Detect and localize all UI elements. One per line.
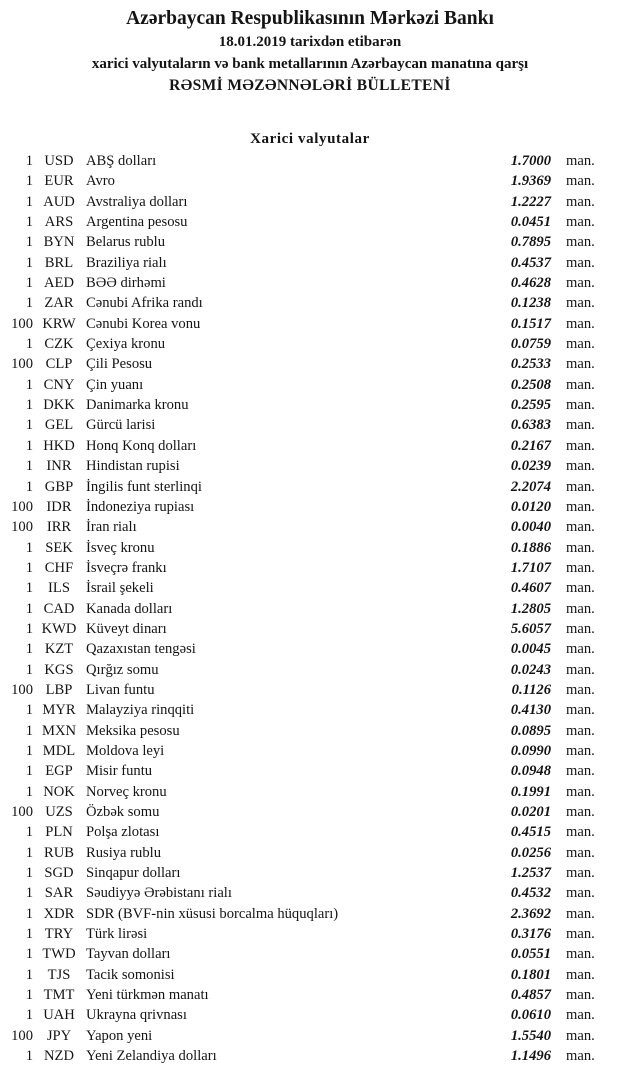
table-row	[0, 477, 620, 497]
unit-label: man.	[566, 458, 595, 475]
table-row	[0, 436, 620, 456]
table-row	[0, 375, 620, 395]
date-line: 18.01.2019 tarixdən etibarən	[218, 34, 402, 50]
rate-value: 0.4628	[510, 275, 551, 292]
unit-label: man.	[566, 865, 595, 882]
currency-name: Qazaxıstan tengəsi	[86, 641, 196, 658]
table-row	[0, 1026, 620, 1046]
rate-quantity: 100	[11, 356, 33, 373]
currency-code: KWD	[41, 620, 77, 637]
currency-name: Kanada dolları	[86, 600, 173, 617]
table-row	[0, 558, 620, 578]
currency-name: Polşa zlotası	[86, 824, 160, 841]
currency-name: İsveçrə frankı	[86, 559, 167, 576]
currency-code: JPY	[46, 1027, 72, 1044]
currency-code: ARS	[44, 214, 74, 231]
rate-quantity: 100	[11, 1027, 33, 1044]
rate-value: 0.0040	[510, 519, 551, 536]
rate-value: 0.0451	[510, 214, 551, 231]
unit-label: man.	[566, 885, 595, 902]
unit-label: man.	[566, 478, 595, 495]
currency-name: İsveç kronu	[86, 539, 155, 556]
rate-quantity: 1	[25, 1048, 33, 1065]
currency-code: XDR	[43, 905, 75, 922]
currency-name: Sinqapur dolları	[86, 865, 181, 882]
unit-label: man.	[566, 620, 595, 637]
unit-label: man.	[566, 661, 595, 678]
table-row	[0, 965, 620, 985]
currency-name: Qırğız somu	[86, 661, 159, 678]
rate-quantity: 1	[25, 214, 33, 231]
table-row	[0, 192, 620, 212]
currency-name: BƏƏ dirhəmi	[86, 275, 166, 292]
rate-quantity: 1	[25, 275, 33, 292]
rate-value: 0.0610	[510, 1007, 551, 1024]
currency-code: DKK	[43, 397, 75, 414]
currency-name: Tacik somonisi	[86, 966, 175, 983]
rate-quantity: 1	[25, 905, 33, 922]
table-row	[0, 314, 620, 334]
unit-label: man.	[566, 824, 595, 841]
rate-quantity: 1	[25, 783, 33, 800]
table-row	[0, 517, 620, 537]
rate-quantity: 1	[25, 987, 33, 1004]
unit-label: man.	[566, 681, 595, 698]
currency-name: Cənubi Korea vonu	[86, 315, 201, 332]
bulletin-header	[0, 0, 620, 97]
rate-value: 0.0256	[510, 844, 551, 861]
rate-value: 0.1517	[510, 315, 551, 332]
rate-quantity: 1	[25, 234, 33, 251]
unit-label: man.	[566, 702, 595, 719]
currency-name: Gürcü larisi	[86, 417, 156, 434]
currency-name: Belarus rublu	[86, 234, 166, 251]
currency-name: Moldova leyi	[86, 742, 165, 759]
currency-code: GEL	[44, 417, 74, 434]
table-row	[0, 741, 620, 761]
rate-quantity: 100	[11, 519, 33, 536]
rate-value: 0.1238	[510, 295, 551, 312]
unit-label: man.	[566, 600, 595, 617]
currency-name: İngilis funt sterlinqi	[86, 478, 202, 495]
currency-code: EGP	[45, 763, 73, 780]
rate-quantity: 1	[25, 173, 33, 190]
rate-quantity: 1	[25, 397, 33, 414]
table-row	[0, 538, 620, 558]
currency-code: KRW	[42, 315, 76, 332]
currency-code: PLN	[45, 824, 73, 841]
currency-name: Norveç kronu	[86, 783, 167, 800]
currency-name: Malayziya rinqqiti	[86, 702, 195, 719]
rate-quantity: 1	[25, 437, 33, 454]
currency-code: CLP	[45, 356, 73, 373]
currency-code: AED	[44, 275, 74, 292]
rate-value: 0.1801	[510, 966, 551, 983]
rate-quantity: 1	[25, 153, 33, 169]
unit-label: man.	[566, 193, 595, 210]
table-row	[0, 232, 620, 252]
table-row	[0, 619, 620, 639]
unit-label: man.	[566, 356, 595, 373]
rate-quantity: 1	[25, 376, 33, 393]
table-row	[0, 354, 620, 374]
table-row	[0, 293, 620, 313]
currency-code: HKD	[43, 437, 75, 454]
rate-quantity: 1	[25, 865, 33, 882]
table-row	[0, 782, 620, 802]
rate-value: 2.2074	[510, 478, 551, 495]
rate-value: 0.3176	[510, 926, 551, 943]
currency-name: İran rialı	[86, 519, 137, 536]
table-row	[0, 863, 620, 883]
table-row	[0, 1046, 620, 1066]
table-row	[0, 924, 620, 944]
rate-quantity: 1	[25, 641, 33, 658]
rate-quantity: 1	[25, 600, 33, 617]
rate-quantity: 1	[25, 458, 33, 475]
rate-value: 5.6057	[510, 620, 551, 637]
currency-code: SGD	[44, 865, 74, 882]
unit-label: man.	[566, 966, 595, 983]
table-row	[0, 151, 620, 171]
currency-code: EUR	[44, 173, 74, 190]
unit-label: man.	[566, 315, 595, 332]
rate-quantity: 1	[25, 193, 33, 210]
rate-value: 0.4532	[510, 885, 551, 902]
rate-value: 0.0243	[510, 661, 551, 678]
rate-value: 0.0990	[510, 742, 551, 759]
rate-value: 0.0239	[510, 458, 551, 475]
currency-code: KGS	[44, 661, 74, 678]
unit-label: man.	[566, 539, 595, 556]
currency-name: Çin yuanı	[86, 376, 144, 393]
table-row	[0, 273, 620, 293]
subtitle-line: xarici valyutaların və bank metallarının Azərbaycan manatına qarşı	[91, 56, 529, 72]
currency-code: ILS	[48, 580, 70, 597]
currency-name: Türk lirəsi	[86, 926, 148, 943]
rate-value: 1.2805	[510, 600, 551, 617]
currency-code: RUB	[43, 844, 74, 861]
currency-code: USD	[44, 153, 74, 169]
table-row	[0, 660, 620, 680]
currency-name: Səudiyyə Ərəbistanı rialı	[86, 885, 232, 902]
rate-value: 1.5540	[510, 1027, 551, 1044]
rate-quantity: 1	[25, 946, 33, 963]
table-row	[0, 822, 620, 842]
currency-name: Rusiya rublu	[86, 844, 161, 861]
table-row	[0, 599, 620, 619]
rate-value: 2.3692	[510, 905, 551, 922]
rate-quantity: 100	[11, 498, 33, 515]
rate-quantity: 1	[25, 885, 33, 902]
currency-name: Yeni türkmən manatı	[86, 987, 209, 1004]
rate-value: 0.0201	[510, 804, 551, 820]
table-row	[0, 171, 620, 191]
rate-value: 0.1126	[511, 681, 551, 698]
currency-name: Danimarka kronu	[86, 397, 189, 414]
rate-quantity: 100	[11, 315, 33, 332]
rate-value: 0.4537	[510, 254, 551, 271]
table-row	[0, 985, 620, 1005]
unit-label: man.	[566, 376, 595, 393]
unit-label: man.	[566, 417, 595, 434]
currency-name: Argentina pesosu	[86, 214, 188, 231]
unit-label: man.	[566, 946, 595, 963]
currency-code: TWD	[42, 946, 76, 963]
rate-value: 0.4515	[510, 824, 551, 841]
currency-code: KZT	[44, 641, 74, 658]
currency-code: CHF	[44, 559, 74, 576]
rate-quantity: 1	[25, 580, 33, 597]
currency-name: Hindistan rupisi	[86, 458, 180, 475]
rate-value: 1.2537	[510, 865, 551, 882]
currency-code: ZAR	[44, 295, 74, 312]
rate-value: 0.2167	[510, 437, 551, 454]
table-row	[0, 395, 620, 415]
table-row	[0, 721, 620, 741]
currency-name: Cənubi Afrika randı	[86, 295, 203, 312]
currency-code: TJS	[47, 966, 71, 983]
table-row	[0, 334, 620, 354]
rate-value: 0.2508	[510, 376, 551, 393]
rate-value: 1.2227	[510, 193, 551, 210]
currency-code: UAH	[43, 1007, 75, 1024]
rate-quantity: 1	[25, 661, 33, 678]
currency-name: Çexiya kronu	[86, 336, 166, 353]
unit-label: man.	[566, 783, 595, 800]
unit-label: man.	[566, 804, 595, 820]
currency-name: Livan funtu	[86, 681, 155, 698]
currency-code: CNY	[43, 376, 75, 393]
currency-name: Honq Konq dolları	[86, 437, 197, 454]
section-title: Xarici valyutalar	[250, 131, 370, 147]
currency-name: Yapon yeni	[86, 1027, 153, 1044]
rate-value: 0.1886	[510, 539, 551, 556]
rate-value: 0.0120	[510, 498, 551, 515]
rate-value: 1.1496	[510, 1048, 551, 1065]
currency-name: Yeni Zelandiya dolları	[86, 1048, 217, 1065]
rate-quantity: 1	[25, 742, 33, 759]
rate-value: 0.0551	[510, 946, 551, 963]
table-row	[0, 761, 620, 781]
unit-label: man.	[566, 763, 595, 780]
currency-code: CAD	[43, 600, 75, 617]
unit-label: man.	[566, 275, 595, 292]
table-row	[0, 253, 620, 273]
currency-code: LBP	[45, 681, 73, 698]
currency-name: Braziliya rialı	[86, 254, 167, 271]
rate-value: 0.0045	[510, 641, 551, 658]
rate-quantity: 1	[25, 1007, 33, 1024]
currency-code: UZS	[45, 804, 73, 820]
table-row	[0, 497, 620, 517]
unit-label: man.	[566, 214, 595, 231]
rate-quantity: 1	[25, 417, 33, 434]
unit-label: man.	[566, 254, 595, 271]
table-row	[0, 883, 620, 903]
rate-quantity: 1	[25, 539, 33, 556]
rate-quantity: 1	[25, 478, 33, 495]
rate-value: 0.0948	[510, 763, 551, 780]
currency-code: IDR	[46, 498, 72, 515]
unit-label: man.	[566, 295, 595, 312]
bulletin-title: RƏSMİ MƏZƏNNƏLƏRİ BÜLLETENİ	[169, 77, 451, 94]
currency-code: MYR	[42, 702, 76, 719]
unit-label: man.	[566, 1007, 595, 1024]
rate-quantity: 1	[25, 763, 33, 780]
rate-quantity: 1	[25, 336, 33, 353]
table-row	[0, 456, 620, 476]
unit-label: man.	[566, 437, 595, 454]
rate-value: 0.1991	[510, 783, 551, 800]
rate-value: 0.4607	[510, 580, 551, 597]
currency-name: Küveyt dinarı	[86, 620, 167, 637]
currency-code: SAR	[44, 885, 74, 902]
table-row	[0, 578, 620, 598]
unit-label: man.	[566, 173, 595, 190]
currency-code: INR	[46, 458, 72, 475]
currency-name: Meksika pesosu	[86, 722, 180, 739]
rate-value: 0.0895	[510, 722, 551, 739]
table-row	[0, 639, 620, 659]
currency-name: Avstraliya dolları	[86, 193, 188, 210]
currency-name: ABŞ dolları	[86, 153, 157, 169]
table-row	[0, 802, 620, 822]
currency-code: TMT	[43, 987, 75, 1004]
currency-name: Özbək somu	[86, 804, 160, 820]
rates-table	[0, 151, 620, 1066]
unit-label: man.	[566, 234, 595, 251]
currency-code: GBP	[44, 478, 74, 495]
rate-quantity: 1	[25, 702, 33, 719]
currency-name: Misir funtu	[86, 763, 153, 780]
currency-code: SEK	[45, 539, 73, 556]
table-row	[0, 212, 620, 232]
currency-code: NZD	[44, 1048, 74, 1065]
table-row	[0, 944, 620, 964]
rate-value: 0.2533	[510, 356, 551, 373]
unit-label: man.	[566, 742, 595, 759]
unit-label: man.	[566, 926, 595, 943]
currency-code: AUD	[43, 193, 75, 210]
unit-label: man.	[566, 1027, 595, 1044]
currency-code: NOK	[43, 783, 75, 800]
unit-label: man.	[566, 336, 595, 353]
unit-label: man.	[566, 844, 595, 861]
currency-code: BYN	[43, 234, 75, 251]
rate-value: 0.4130	[510, 702, 551, 719]
unit-label: man.	[566, 722, 595, 739]
rate-quantity: 1	[25, 254, 33, 271]
currency-name: Tayvan dolları	[86, 946, 171, 963]
currency-name: İndoneziya rupiası	[86, 498, 195, 515]
unit-label: man.	[566, 559, 595, 576]
currency-code: TRY	[44, 926, 74, 943]
table-row	[0, 700, 620, 720]
currency-code: MXN	[41, 722, 77, 739]
currency-code: CZK	[44, 336, 74, 353]
currency-code: MDL	[42, 742, 76, 759]
rate-value: 1.7000	[510, 153, 551, 169]
currency-name: Ukrayna qrivnası	[86, 1007, 187, 1024]
unit-label: man.	[566, 1048, 595, 1065]
rate-quantity: 100	[11, 681, 33, 698]
unit-label: man.	[566, 641, 595, 658]
rate-value: 0.2595	[510, 397, 551, 414]
rate-quantity: 1	[25, 926, 33, 943]
unit-label: man.	[566, 397, 595, 414]
rate-value: 0.7895	[510, 234, 551, 251]
rate-quantity: 1	[25, 295, 33, 312]
unit-label: man.	[566, 153, 595, 169]
rate-quantity: 1	[25, 620, 33, 637]
rate-value: 0.0759	[510, 336, 551, 353]
currency-name: SDR (BVF-nin xüsusi borcalma hüquqları)	[86, 905, 339, 922]
rate-value: 0.4857	[510, 987, 551, 1004]
unit-label: man.	[566, 905, 595, 922]
rate-quantity: 1	[25, 844, 33, 861]
rate-value: 1.7107	[510, 559, 551, 576]
currency-name: İsrail şekeli	[86, 580, 154, 597]
table-row	[0, 680, 620, 700]
rate-value: 1.9369	[510, 173, 551, 190]
table-row	[0, 415, 620, 435]
unit-label: man.	[566, 519, 595, 536]
bank-title: Azərbaycan Respublikasının Mərkəzi Bankı	[126, 8, 494, 29]
unit-label: man.	[566, 987, 595, 1004]
rate-quantity: 1	[25, 966, 33, 983]
table-row	[0, 843, 620, 863]
rate-value: 0.6383	[510, 417, 551, 434]
rate-quantity: 1	[25, 824, 33, 841]
rate-quantity: 100	[11, 804, 33, 820]
rate-quantity: 1	[25, 559, 33, 576]
rate-quantity: 1	[25, 722, 33, 739]
unit-label: man.	[566, 498, 595, 515]
currency-name: Çili Pesosu	[86, 356, 153, 373]
currency-code: IRR	[46, 519, 72, 536]
table-row	[0, 1005, 620, 1025]
table-row	[0, 904, 620, 924]
currency-name: Avro	[86, 173, 115, 190]
unit-label: man.	[566, 580, 595, 597]
currency-code: BRL	[44, 254, 74, 271]
